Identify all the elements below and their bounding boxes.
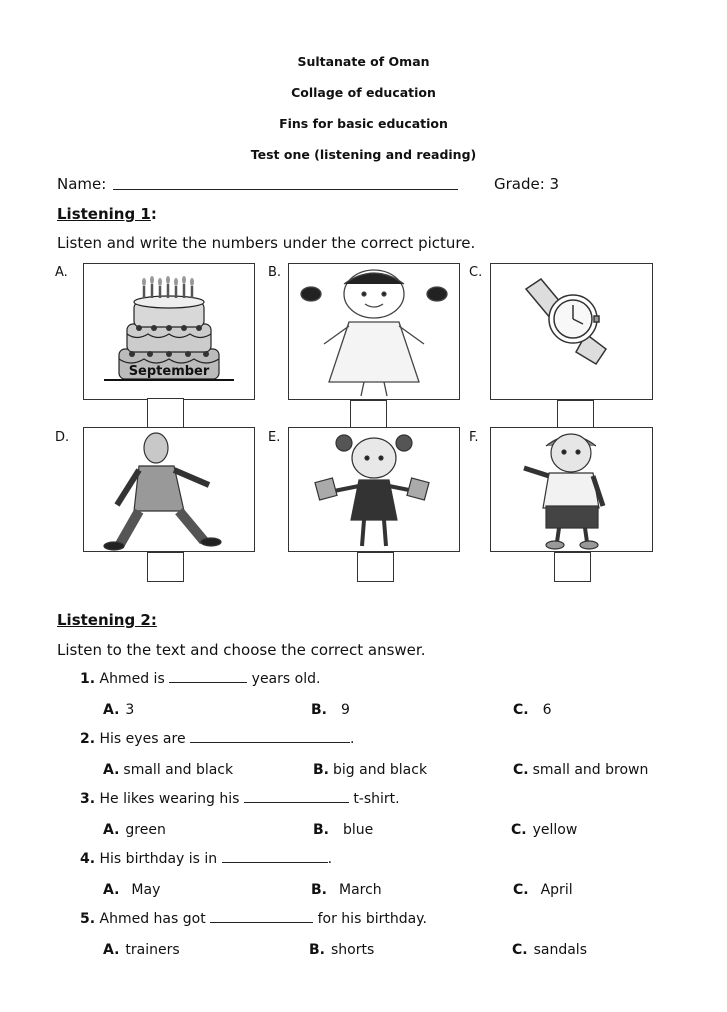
q1-option-b-key: B.	[311, 702, 327, 718]
question-1-blank	[169, 670, 247, 683]
q5-option-c[interactable]	[512, 942, 587, 958]
q1-option-b-text: 9	[341, 702, 350, 718]
picture-e-letter: E.	[268, 430, 281, 445]
q1-option-a[interactable]	[103, 702, 134, 718]
picture-f-letter: F.	[469, 430, 479, 445]
question-2	[80, 730, 354, 747]
girl-puzzle-icon	[289, 428, 459, 551]
q5-option-a-text: trainers	[125, 942, 180, 958]
question-3	[80, 790, 400, 807]
q3-option-b[interactable]	[313, 822, 373, 838]
q2-option-c-key: C.	[513, 762, 529, 778]
q2-option-b-key: B.	[313, 762, 329, 778]
q3-option-c[interactable]	[511, 822, 577, 838]
question-5	[80, 910, 427, 927]
q5-option-b[interactable]	[309, 942, 374, 958]
q2-option-b-text: big and black	[333, 762, 428, 778]
question-3-text-after: t-shirt.	[353, 791, 400, 807]
q4-option-c-key: C.	[513, 882, 529, 898]
listening2-title: Listening 2:	[57, 611, 157, 629]
q1-option-c-key: C.	[513, 702, 529, 718]
question-2-number: 2.	[80, 731, 96, 747]
listening1-title-colon: :	[150, 205, 157, 223]
picture-c-frame	[490, 263, 653, 400]
q4-option-c[interactable]	[513, 882, 573, 898]
q5-option-a[interactable]	[103, 942, 180, 958]
question-1-text-before: Ahmed is	[99, 671, 165, 687]
question-1-number: 1.	[80, 671, 96, 687]
question-2-text-after: .	[350, 731, 355, 747]
name-blank[interactable]	[113, 189, 458, 190]
q5-option-a-key: A.	[103, 942, 120, 958]
q4-option-b-key: B.	[311, 882, 327, 898]
q2-option-a[interactable]	[103, 762, 233, 778]
question-5-text-before: Ahmed has got	[99, 911, 206, 927]
q2-option-a-text: small and black	[123, 762, 234, 778]
listening1-instruction: Listen and write the numbers under the correct picture.	[57, 234, 476, 252]
picture-a-letter: A.	[55, 265, 68, 280]
q1-option-a-key: A.	[103, 702, 120, 718]
q3-option-c-key: C.	[511, 822, 527, 838]
grade-label: Grade: 3	[494, 175, 560, 193]
answer-box-a[interactable]	[147, 398, 184, 428]
header-line-4: Test one (listening and reading)	[250, 147, 477, 162]
picture-b-frame	[288, 263, 460, 400]
question-4-text-after: .	[327, 851, 333, 867]
q5-option-b-key: B.	[309, 942, 325, 958]
answer-box-e[interactable]	[357, 552, 394, 582]
listening2-instruction: Listen to the text and choose the correct answer.	[57, 641, 426, 659]
question-5-text-after: for his birthday.	[317, 911, 427, 927]
name-label: Name:	[57, 175, 107, 193]
q3-option-c-text: yellow	[532, 822, 578, 838]
listening1-title-text: Listening 1	[57, 205, 151, 223]
q3-option-a[interactable]	[103, 822, 166, 838]
q2-option-c[interactable]	[513, 762, 648, 778]
question-5-number: 5.	[80, 911, 96, 927]
q4-option-a-key: A.	[103, 882, 120, 898]
header-line-2: Collage of education	[291, 85, 436, 100]
question-4-number: 4.	[80, 851, 96, 867]
question-4-blank	[222, 850, 328, 863]
q2-option-b[interactable]	[313, 762, 427, 778]
question-1-text-after: years old.	[251, 671, 321, 687]
wristwatch-icon	[491, 264, 652, 399]
q2-option-a-key: A.	[103, 762, 120, 778]
q4-option-a[interactable]	[103, 882, 160, 898]
q4-option-a-text: May	[131, 882, 161, 898]
q1-option-c-text: 6	[542, 702, 552, 718]
picture-a-frame	[83, 263, 255, 400]
picture-f-frame	[490, 427, 653, 552]
question-2-blank	[190, 730, 350, 743]
picture-d-letter: D.	[55, 430, 70, 445]
header-line-1: Sultanate of Oman	[297, 54, 430, 69]
question-3-number: 3.	[80, 791, 96, 807]
q3-option-a-text: green	[125, 822, 166, 838]
question-2-text-before: His eyes are	[99, 731, 186, 747]
boy-icon	[491, 428, 652, 551]
picture-b-letter: B.	[268, 265, 282, 280]
question-3-blank	[244, 790, 349, 803]
answer-box-c[interactable]	[557, 400, 594, 430]
q2-option-c-text: small and brown	[532, 762, 649, 778]
q5-option-c-text: sandals	[533, 942, 587, 958]
question-1	[80, 670, 320, 687]
q1-option-a-text: 3	[125, 702, 135, 718]
q4-option-b[interactable]	[311, 882, 382, 898]
walking-man-icon	[84, 428, 254, 551]
header-line-3: Fins for basic education	[279, 116, 448, 131]
answer-box-d[interactable]	[147, 552, 184, 582]
picture-d-frame	[83, 427, 255, 552]
q4-option-b-text: March	[339, 882, 382, 898]
listening1-title	[57, 205, 157, 223]
q5-option-c-key: C.	[512, 942, 528, 958]
question-3-text-before: He likes wearing his	[99, 791, 240, 807]
answer-box-b[interactable]	[350, 400, 387, 430]
answer-box-f[interactable]	[554, 552, 591, 582]
picture-e-frame	[288, 427, 460, 552]
q3-option-b-text: blue	[343, 822, 374, 838]
q3-option-b-key: B.	[313, 822, 329, 838]
q3-option-a-key: A.	[103, 822, 120, 838]
picture-c-letter: C.	[469, 265, 483, 280]
girl-pigtails-icon	[289, 264, 459, 399]
picture-a-caption: September	[104, 364, 234, 381]
question-5-blank	[210, 910, 313, 923]
q1-option-b[interactable]	[311, 702, 350, 718]
question-4	[80, 850, 332, 867]
question-4-text-before: His birthday is in	[99, 851, 218, 867]
q1-option-c[interactable]	[513, 702, 552, 718]
q4-option-c-text: April	[540, 882, 573, 898]
q5-option-b-text: shorts	[331, 942, 375, 958]
